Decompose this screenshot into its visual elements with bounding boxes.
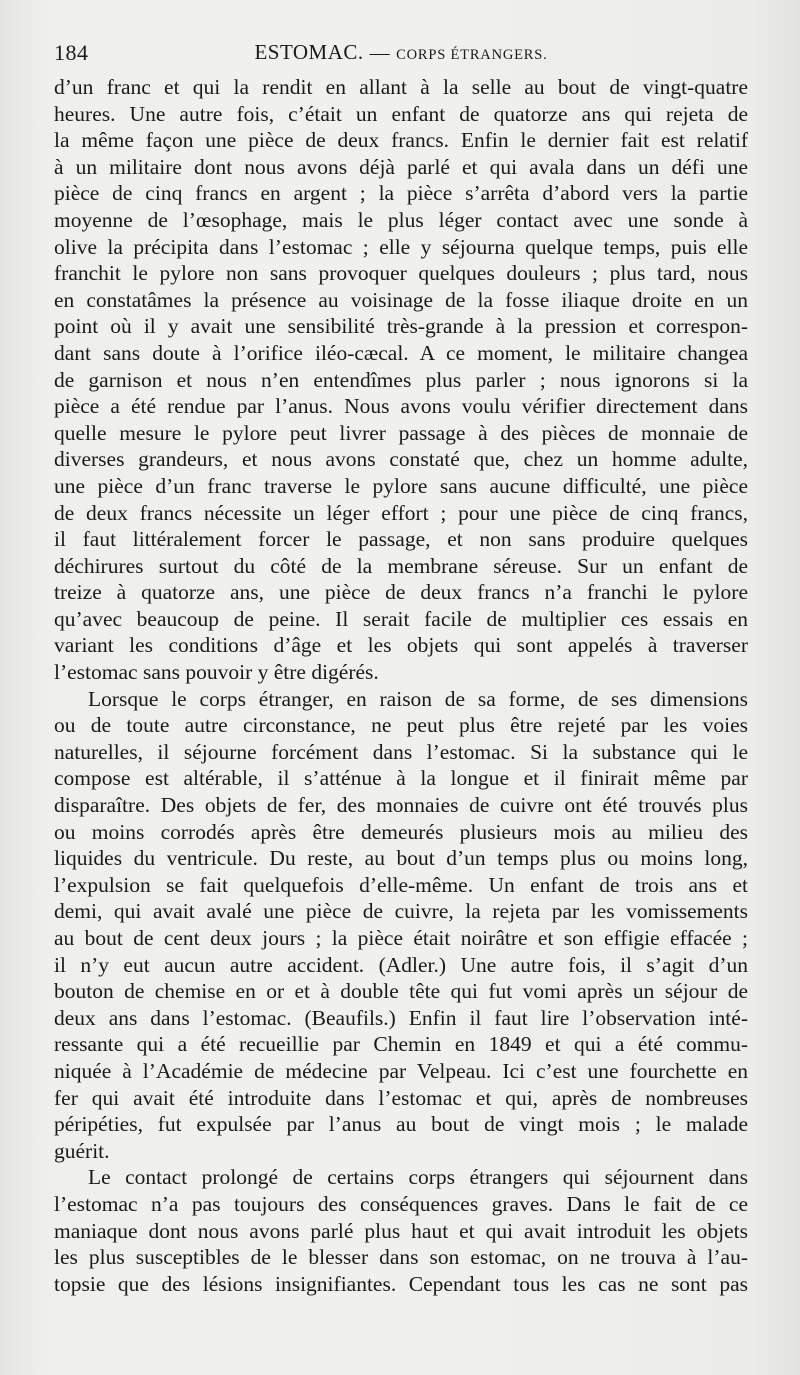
text-line: de garnison et nous n’en entendîmes plus parler ; nous ignorons si la <box>54 367 748 392</box>
paragraph <box>54 74 748 686</box>
text-line: topsie que des lésions insignifiantes. Cependant tous les cas ne sont pas <box>54 1271 748 1296</box>
text-line: il faut littéralement forcer le passage, et non sans produire quelques <box>54 527 748 552</box>
body-text <box>54 74 748 1297</box>
text-line: l’estomac n’a pas toujours des conséquences graves. Dans le fait de ce <box>54 1191 748 1216</box>
running-title-subtitle: CORPS ÉTRANGERS. <box>396 47 548 63</box>
text-line: treize à quatorze ans, une pièce de deux francs n’a franchi le pylore <box>54 580 748 605</box>
text-line: d’un franc et qui la rendit en allant à la selle au bout de vingt-quatre <box>54 75 748 99</box>
text-line: moyenne de l’œsophage, mais le plus léger contact avec une sonde à <box>54 207 748 232</box>
text-line: ou moins corrodés après être demeurés plusieurs mois au milieu des <box>54 819 748 844</box>
page-header <box>54 40 748 66</box>
text-line: point où il y avait une sensibilité très-grande à la pression et correspon- <box>54 314 748 339</box>
text-line: pièce de cinq francs en argent ; la pièce s’arrêta d’abord vers la partie <box>54 181 748 206</box>
text-line: une pièce d’un franc traverse le pylore sans aucune difficulté, une pièce <box>54 473 748 498</box>
paragraph <box>54 1164 748 1297</box>
text-line: les plus susceptibles de le blesser dans son estomac, on ne trouva à l’au- <box>54 1245 748 1270</box>
text-line: diverses grandeurs, et nous avons constaté que, chez un homme adulte, <box>54 447 748 472</box>
text-line: l’estomac sans pouvoir y être digérés. <box>54 660 379 685</box>
text-line: pièce a été rendue par l’anus. Nous avons voulu vérifier directement dans <box>54 394 748 419</box>
running-title-separator: — <box>369 42 391 64</box>
text-line: il n’y eut aucun autre accident. (Adler.) Une autre fois, il s’agit d’un <box>54 952 748 977</box>
text-line: la même façon une pièce de deux francs. Enfin le dernier fait est relatif <box>54 128 748 153</box>
text-line: franchit le pylore non sans provoquer quelques douleurs ; plus tard, nous <box>54 261 748 286</box>
text-line: au bout de cent deux jours ; la pièce était noirâtre et son effigie effacée ; <box>54 926 748 950</box>
text-line: ou de toute autre circonstance, ne peut plus être rejeté par les voies <box>54 713 748 738</box>
text-line: naturelles, il séjourne forcément dans l’estomac. Si la substance qui le <box>54 739 748 764</box>
text-line: en constatâmes la présence au voisinage de la fosse iliaque droite en un <box>54 287 748 312</box>
text-line: liquides du ventricule. Du reste, au bout d’un temps plus ou moins long, <box>54 846 748 871</box>
text-line: qu’avec beaucoup de peine. Il serait facile de multiplier ces essais en <box>54 606 748 631</box>
text-line: demi, qui avait avalé une pièce de cuivre, la rejeta par les vomissements <box>54 899 748 924</box>
text-line: bouton de chemise en or et à double tête qui fut vomi après un séjour de <box>54 979 748 1004</box>
text-line: olive la précipita dans l’estomac ; elle y séjourna quelque temps, puis elle <box>54 234 748 259</box>
text-line: de deux francs nécessite un léger effort ; pour une pièce de cinq francs, <box>54 500 748 525</box>
text-line: l’expulsion se fait quelquefois d’elle-même. Un enfant de trois ans et <box>54 872 748 897</box>
text-line: compose est altérable, il s’atténue à la longue et il finirait même par <box>54 766 748 791</box>
text-line: Le contact prolongé de certains corps étrangers qui séjournent dans <box>88 1165 748 1190</box>
text-line: guérit. <box>54 1138 110 1163</box>
text-line: dant sans doute à l’orifice iléo-cæcal. A ce moment, le militaire changea <box>54 340 748 365</box>
text-line: heures. Une autre fois, c’était un enfant de quatorze ans qui rejeta de <box>54 101 748 126</box>
text-line: ressante qui a été recueillie par Chemin en 1849 et qui a été commu- <box>54 1032 748 1057</box>
text-line: maniaque dont nous avons parlé plus haut et qui avait introduit les objets <box>54 1218 748 1243</box>
text-line: niquée à l’Académie de médecine par Velpeau. Ici c’est une fourchette en <box>54 1058 748 1083</box>
text-line: disparaître. Des objets de fer, des monnaies de cuivre ont été trouvés plus <box>54 793 748 818</box>
text-line: à un militaire dont nous avons déjà parlé et qui avala dans un défi une <box>54 154 748 179</box>
text-line: variant les conditions d’âge et les objets qui sont appelés à traverser <box>54 633 748 658</box>
text-line: quelle mesure le pylore peut livrer passage à des pièces de monnaie de <box>54 420 748 445</box>
running-title-main: ESTOMAC. <box>254 40 364 64</box>
page-number: 184 <box>54 40 89 65</box>
text-line: fer qui avait été introduite dans l’estomac et qui, après de nombreuses <box>54 1085 748 1110</box>
text-line: deux ans dans l’estomac. (Beaufils.) Enfin il faut lire l’observation inté- <box>54 1005 748 1030</box>
text-line: péripéties, fut expulsée par l’anus au bout de vingt mois ; le malade <box>54 1112 748 1137</box>
text-line: déchirures surtout du côté de la membrane séreuse. Sur un enfant de <box>54 553 748 578</box>
running-title <box>54 40 748 65</box>
paragraph <box>54 686 748 1165</box>
text-line: Lorsque le corps étranger, en raison de sa forme, de ses dimensions <box>88 686 748 711</box>
